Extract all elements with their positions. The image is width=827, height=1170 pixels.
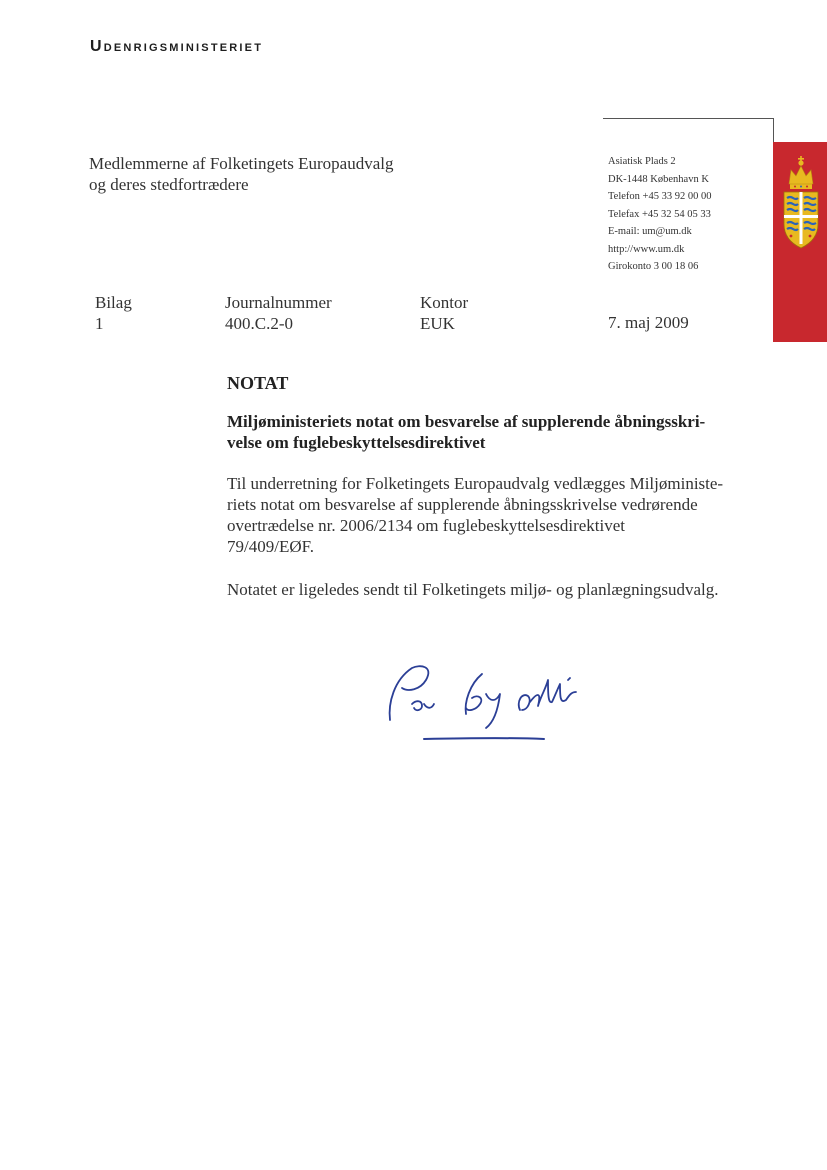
recipient-line: og deres stedfortrædere [89, 175, 249, 194]
sender-giro: Girokonto 3 00 18 06 [608, 261, 699, 272]
body-line: 79/409/EØF. [227, 537, 314, 556]
body-line: Til underretning for Folketingets Europaudvalg vedlægges Miljøministe- [227, 474, 724, 493]
kontor-field [420, 292, 468, 334]
address-rule-vertical [773, 118, 774, 142]
sender-fax: Telefax +45 32 54 05 33 [608, 208, 711, 220]
bilag-field [89, 292, 132, 334]
ministry-letterhead: Udenrigsministeriet [90, 38, 264, 55]
subject-line [227, 411, 747, 453]
closing-paragraph: Notatet er ligeledes sendt til Folketingets miljø- og planlægningsudvalg. [227, 580, 719, 599]
subject-text: Miljøministeriets notat om besvarelse af supplerende åbningsskri- [227, 412, 706, 431]
kontor-label: Kontor [420, 293, 469, 312]
recipient-block [89, 153, 394, 195]
crown-icon [789, 156, 813, 189]
body-paragraph [227, 473, 747, 557]
address-rule-horizontal [603, 118, 773, 119]
bilag-value: 1 [95, 314, 104, 333]
kontor-value: EUK [420, 314, 455, 333]
body-line: overtrædelse nr. 2006/2134 om fuglebeskyttelsesdirektivet [227, 516, 626, 535]
sender-street: Asiatisk Plads 2 [608, 156, 676, 167]
sender-phone: Telefon +45 33 92 00 00 [608, 191, 712, 202]
recipient-line: Medlemmerne af Folketingets Europaudvalg [89, 154, 394, 173]
sender-email: E-mail: um@um.dk [608, 226, 692, 237]
sender-address-block [608, 153, 711, 276]
journal-label: Journalnummer [225, 293, 332, 312]
document-date: 7. maj 2009 [608, 313, 689, 332]
signature-icon [372, 658, 587, 748]
subject-text: velse om fuglebeskyttelsesdirektivet [227, 433, 486, 452]
shield-icon [784, 192, 818, 248]
document-heading: NOTAT [227, 373, 289, 393]
coat-of-arms-icon [778, 152, 824, 262]
bilag-label: Bilag [95, 293, 132, 312]
journal-field [225, 292, 332, 334]
sender-website: http://www.um.dk [608, 243, 685, 255]
sender-postal: DK-1448 København K [608, 173, 709, 185]
body-line: riets notat om besvarelse af supplerende åbningsskrivelse vedrørende [227, 495, 698, 514]
journal-value: 400.C.2-0 [225, 314, 293, 333]
